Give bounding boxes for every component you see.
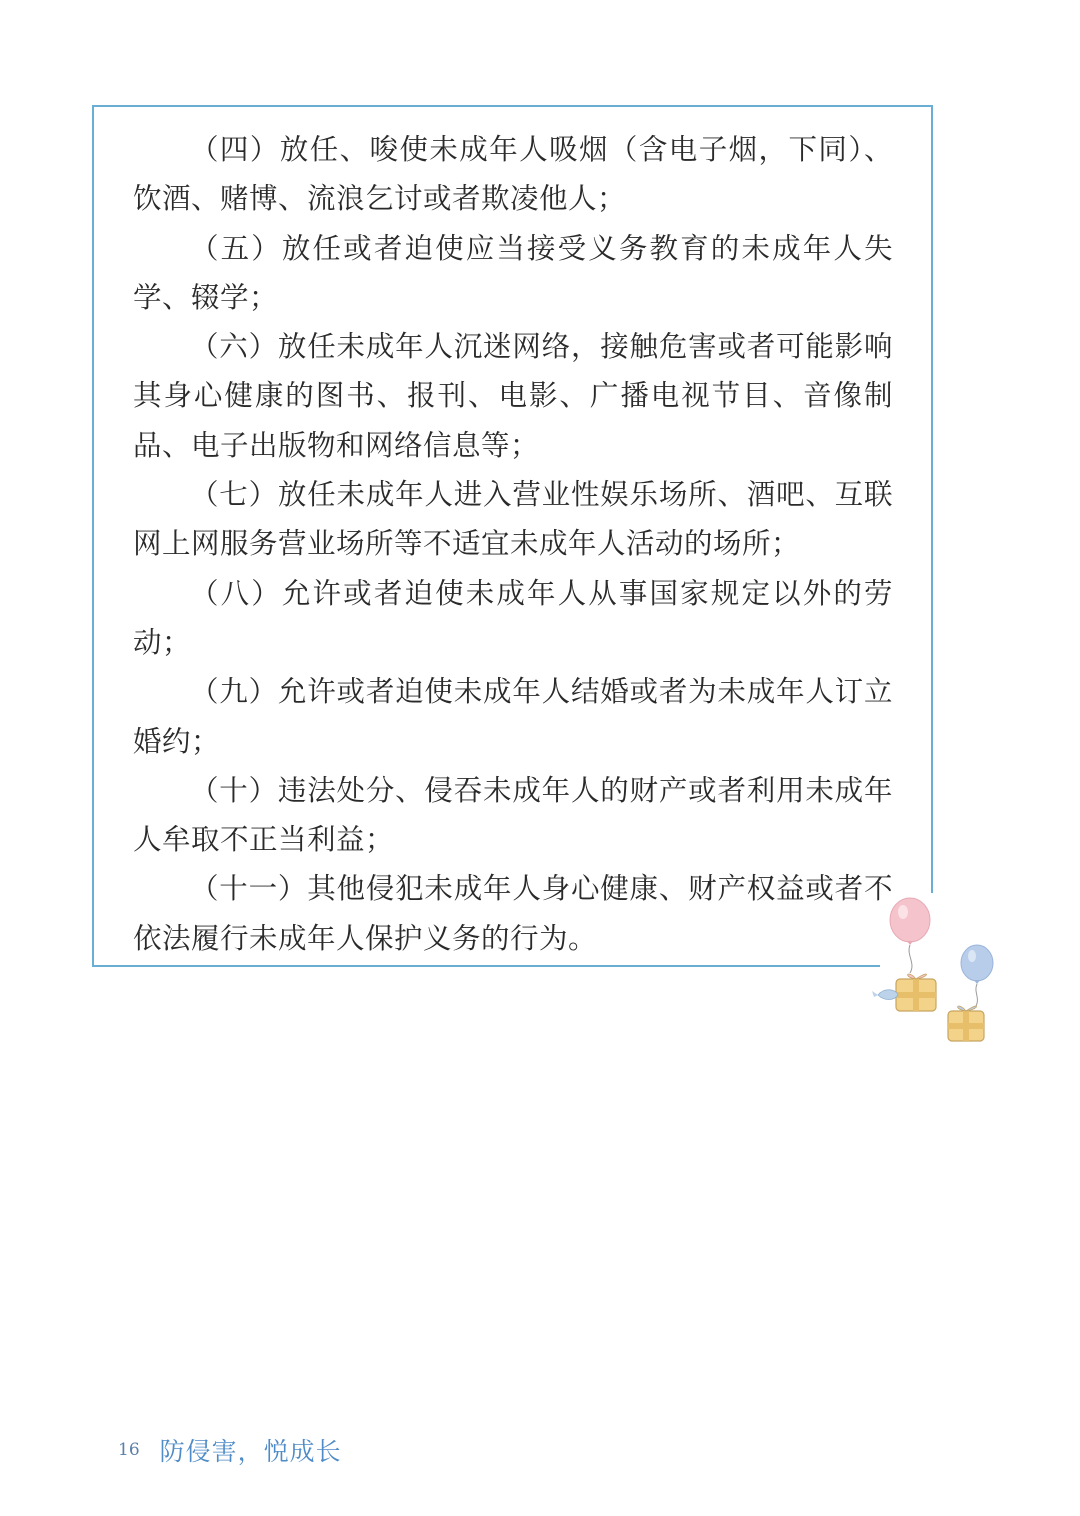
list-item: （五）放任或者迫使应当接受义务教育的未成年人失学、辍学； <box>133 231 893 314</box>
page-footer <box>118 1430 342 1470</box>
list-item: （六）放任未成年人沉迷网络，接触危害或者可能影响其身心健康的图书、报刊、电影、广播电视节目、音像制品、电子出版物和网络信息等； <box>133 330 893 462</box>
balloons-with-gift-boxes-icon <box>872 893 1002 1048</box>
list-item: （八）允许或者迫使未成年人从事国家规定以外的劳动； <box>133 576 893 659</box>
content-frame-right-edge <box>931 105 933 893</box>
content-frame-bottom-edge <box>92 965 880 967</box>
page-number: 16 <box>118 1440 140 1460</box>
list-item: （九）允许或者迫使未成年人结婚或者为未成年人订立婚约； <box>133 675 893 758</box>
item-list <box>133 125 893 963</box>
list-item: （十一）其他侵犯未成年人身心健康、财产权益或者不依法履行未成年人保护义务的行为。 <box>133 872 893 955</box>
list-item: （十）违法处分、侵吞未成年人的财产或者利用未成年人牟取不正当利益； <box>133 773 893 857</box>
running-title: 防侵害，悦成长 <box>159 1437 342 1466</box>
list-item: （四）放任、唆使未成年人吸烟（含电子烟，下同）、饮酒、赌博、流浪乞讨或者欺凌他人； <box>133 133 893 216</box>
list-item: （七）放任未成年人进入营业性娱乐场所、酒吧、互联网上网服务营业场所等不适宜未成年人活动的场所； <box>133 478 893 561</box>
